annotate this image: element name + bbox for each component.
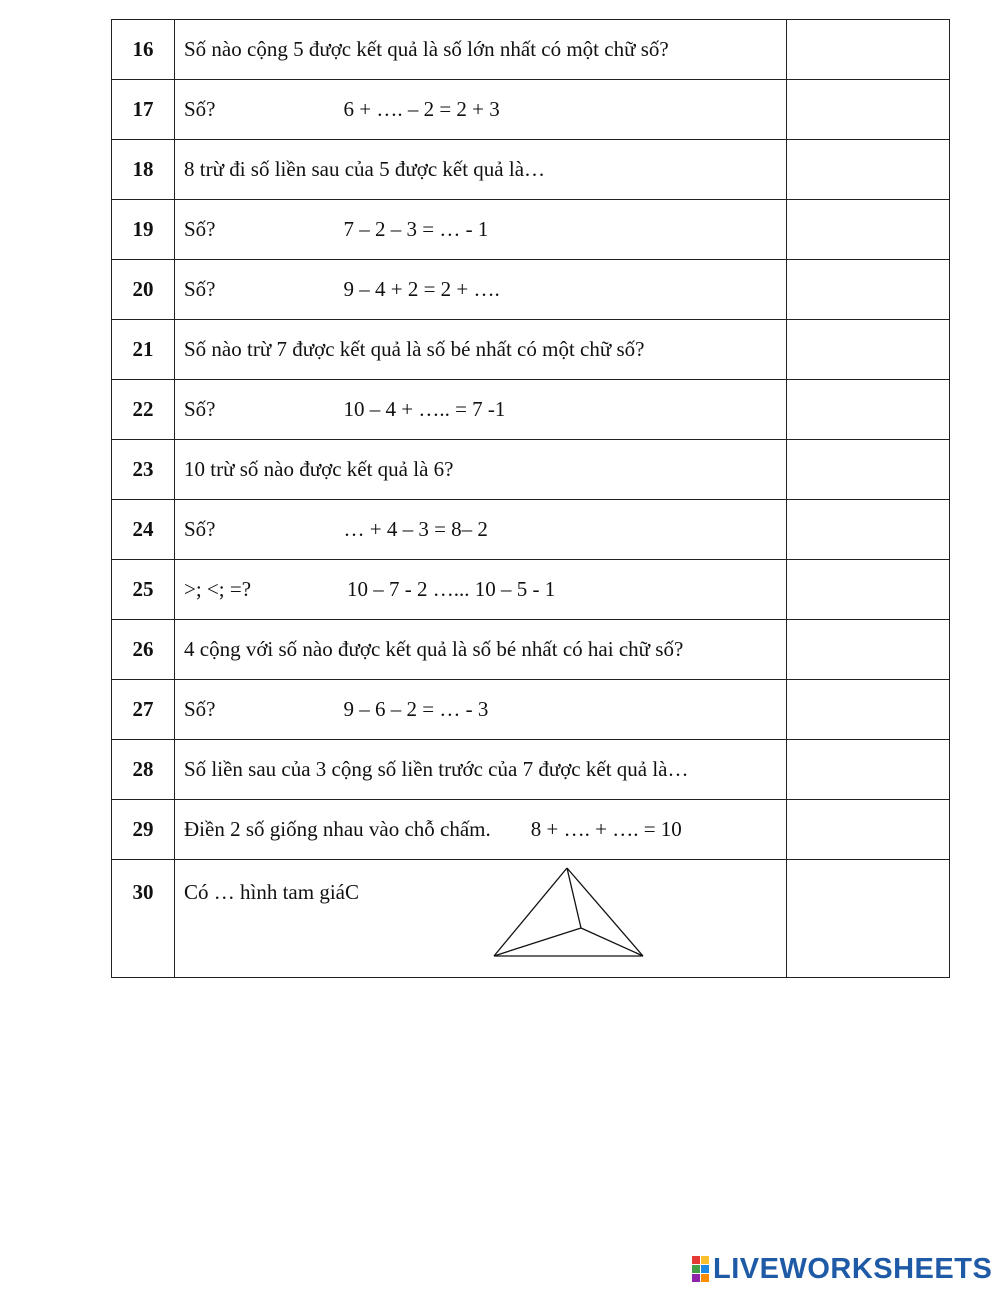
answer-box[interactable] <box>787 140 950 200</box>
question-row-26 <box>112 620 950 680</box>
question-number: 28 <box>112 740 175 800</box>
question-text <box>175 200 787 260</box>
question-number: 24 <box>112 500 175 560</box>
question-row-16 <box>112 20 950 80</box>
question-number: 20 <box>112 260 175 320</box>
brand-name: LIVEWORKSHEETS <box>713 1252 993 1285</box>
math-expression: 8 + …. + …. = 10 <box>530 817 682 841</box>
question-row-29 <box>112 800 950 860</box>
question-label: Số? <box>184 397 216 421</box>
answer-box[interactable] <box>787 320 950 380</box>
answer-box[interactable] <box>787 800 950 860</box>
answer-box[interactable] <box>787 620 950 680</box>
liveworksheets-logo <box>692 1252 992 1286</box>
question-row-27 <box>112 680 950 740</box>
question-text <box>175 260 787 320</box>
question-text: 8 trừ đi số liền sau của 5 được kết quả là… <box>175 140 787 200</box>
answer-box[interactable] <box>787 680 950 740</box>
question-label: Có … hình tam giáC <box>184 880 359 904</box>
question-text <box>175 500 787 560</box>
question-label: >; <; =? <box>184 577 252 601</box>
question-row-21 <box>112 320 950 380</box>
question-row-28 <box>112 740 950 800</box>
question-number: 25 <box>112 560 175 620</box>
question-number: 27 <box>112 680 175 740</box>
question-label: Số? <box>184 217 216 241</box>
triangle-edge <box>581 928 643 956</box>
question-number: 29 <box>112 800 175 860</box>
question-number: 18 <box>112 140 175 200</box>
math-expression: 6 + …. – 2 = 2 + 3 <box>343 97 500 121</box>
question-label: Số? <box>184 97 216 121</box>
answer-box[interactable] <box>787 80 950 140</box>
question-number: 23 <box>112 440 175 500</box>
question-row-24 <box>112 500 950 560</box>
question-text <box>175 380 787 440</box>
question-text: Số nào cộng 5 được kết quả là số lớn nhất có một chữ số? <box>175 20 787 80</box>
question-row-23 <box>112 440 950 500</box>
question-text <box>175 800 787 860</box>
question-number: 17 <box>112 80 175 140</box>
question-number: 26 <box>112 620 175 680</box>
answer-box[interactable] <box>787 500 950 560</box>
answer-box[interactable] <box>787 740 950 800</box>
math-expression: … + 4 – 3 = 8– 2 <box>343 517 488 541</box>
question-row-20 <box>112 260 950 320</box>
question-number: 16 <box>112 20 175 80</box>
question-text <box>175 560 787 620</box>
answer-box[interactable] <box>787 860 950 978</box>
math-expression: 10 – 4 + ….. = 7 -1 <box>343 397 506 421</box>
logo-icon <box>692 1256 709 1282</box>
question-number: 21 <box>112 320 175 380</box>
math-expression: 9 – 6 – 2 = … - 3 <box>343 697 489 721</box>
worksheet-table <box>111 19 950 978</box>
question-label: Điền 2 số giống nhau vào chỗ chấm. <box>184 817 491 841</box>
question-label: Số? <box>184 277 216 301</box>
answer-box[interactable] <box>787 20 950 80</box>
question-row-19 <box>112 200 950 260</box>
answer-box[interactable] <box>787 200 950 260</box>
triangle-edge <box>567 868 643 956</box>
question-row-30 <box>112 860 950 978</box>
answer-box[interactable] <box>787 440 950 500</box>
question-row-25 <box>112 560 950 620</box>
question-text <box>175 80 787 140</box>
question-row-18 <box>112 140 950 200</box>
question-text <box>175 680 787 740</box>
question-text <box>175 860 787 978</box>
math-expression: 9 – 4 + 2 = 2 + …. <box>343 277 500 301</box>
answer-box[interactable] <box>787 260 950 320</box>
question-number: 30 <box>112 860 175 978</box>
triangle-figure <box>491 866 651 958</box>
math-expression: 10 – 7 - 2 …... 10 – 5 - 1 <box>347 577 556 601</box>
question-row-17 <box>112 80 950 140</box>
question-text: Số liền sau của 3 cộng số liền trước của 7 được kết quả là… <box>175 740 787 800</box>
question-text: 4 cộng với số nào được kết quả là số bé nhất có hai chữ số? <box>175 620 787 680</box>
question-number: 22 <box>112 380 175 440</box>
question-label: Số? <box>184 517 216 541</box>
math-expression: 7 – 2 – 3 = … - 1 <box>343 217 489 241</box>
question-number: 19 <box>112 200 175 260</box>
answer-box[interactable] <box>787 380 950 440</box>
triangle-edge <box>494 928 581 956</box>
question-text: 10 trừ số nào được kết quả là 6? <box>175 440 787 500</box>
question-text: Số nào trừ 7 được kết quả là số bé nhất có một chữ số? <box>175 320 787 380</box>
answer-box[interactable] <box>787 560 950 620</box>
triangle-edge <box>494 868 567 956</box>
question-label: Số? <box>184 697 216 721</box>
question-row-22 <box>112 380 950 440</box>
